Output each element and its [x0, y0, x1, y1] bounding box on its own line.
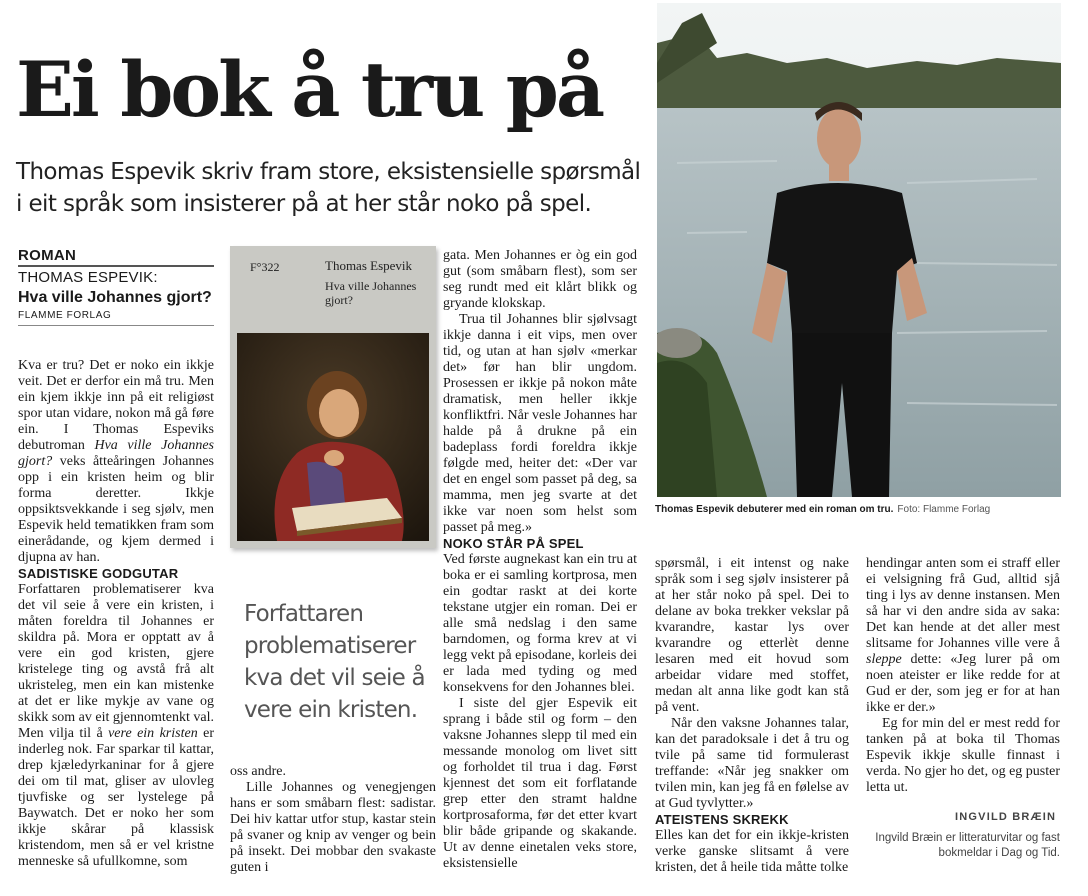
subheading: SADISTISKE GODGUTAR — [18, 566, 179, 581]
ingress: Thomas Espevik skriv fram store, eksistensielle spørsmål i eit språk som insisterer på at her står noko på spel. — [16, 159, 641, 217]
pull-quote: Forfattaren problematiserer kva det vil seie å vere ein kristen. — [244, 601, 425, 723]
book-cover — [230, 246, 436, 548]
paragraph: oss andre. — [230, 764, 286, 779]
fact-publisher: FLAMME FORLAG — [18, 310, 214, 326]
body-column-5 — [866, 556, 1060, 796]
body-column-3 — [443, 248, 637, 872]
book-cover-author: Thomas Espevik — [325, 258, 413, 273]
body-column-2 — [230, 764, 436, 876]
caption-text: Thomas Espevik debuterer med ein roman om tru. — [655, 504, 894, 515]
subheading: NOKO STÅR PÅ SPEL — [443, 536, 584, 551]
subheading: ATEISTENS SKREKK — [655, 812, 789, 827]
author-photo — [657, 3, 1061, 497]
headline: Ei bok å tru på — [16, 45, 603, 134]
paragraph: Ved første augnekast kan ein tru at boka er ei samling kortprosa, men ein godtar raskt at dei korte tekstane utgjer ein roman. Dei er alle små nedslag i den same barndomen, og forma krev at vi legg vekt på episodane, korleis dei er lada med tyding og med konsekvens for den Johannes blei. — [443, 552, 637, 695]
body-column-1 — [18, 358, 214, 870]
paragraph: Trua til Johannes blir sjølvsagt ikkje danna i eit vips, men over tid, og utan at han sjølv «merkar det» før han blir ungdom. Prosessen er ikkje på nokon måte dramatisk, men heller ikkje konfliktfri. Når vesle Johannes har halde på å drukne på ein badeplass fordi foreldra ikkje følgde med, heiter det: «Der var det en engel som passet på deg, sa mamma, men jeg svarte at det ikke var noen som helst som passet på meg.» — [443, 312, 637, 535]
photo-caption — [655, 504, 990, 515]
paragraph: I siste del gjer Espevik eit sprang i både stil og form – den vaksne Johannes slepp til med ein messande monolog om livet sitt og forholdet til trua i dag. Først kjennest det som eit forflatande grep etter den stramt haldne kortprosaforma, før det etter kvart blir både gripande og skakande. Ut av denne einetalen veks store, eksistensielle — [443, 696, 637, 871]
book-cover-title: Hva ville Johannes gjort? — [325, 279, 417, 307]
paragraph: Kva er tru? Det er noko ein ikkje veit. Det er derfor ein må tru. Men ein kjem ikkje inn på eit religiøst spor utan vidare, nokon må gå føre ein. I Thomas Espeviks debutroman Hva ville Johannes gjort? veks åtteåringen Johannes opp i ein kristen heim og blir forma deretter. Ikkje oppsiktsvekkande i seg sjølv, men Espevik held tematikken fram som einerådande, og kjem dermed i djupna av han. — [18, 358, 214, 565]
paragraph: Forfattaren problematiserer kva det vil seie å vere ein kristen, i måten foreldra til Johannes er skildra på. Mora er opptatt av å vere ein god kristen, gjere kristelege ting og avstå frå alt ukristeleg, men ein kan mistenke at det er like mykje av vane og skikk som av eit gjennomtenkt val. Men vilja til å vere ein kristen er inderleg nok. Far sparkar til kattar, drep kjæledyrkaninar for å gjere dei om til mat, gliser av ulovleg tjuvfiske og ser lystelege på Baywatch. Det er noko her som ikkje skårar på klassisk kristendom, men så er vel kristne menneske så ufullkomne, som — [18, 582, 214, 869]
body-column-4 — [655, 556, 849, 876]
reviewer-bio: Ingvild Bræin er litteraturvitar og fast bokmeldar i Dag og Tid. — [875, 832, 1060, 859]
fact-genre-label: ROMAN — [18, 247, 214, 267]
fact-box — [18, 247, 214, 326]
paragraph: Lille Johannes og venegjengen hans er som småbarn flest: sadistar. Dei hiv kattar utfor stup, kastar stein på svaner og knip av venger og bein på insekt. Dei mobbar den svakaste guten i — [230, 780, 436, 875]
paragraph: Eg for min del er mest redd for tanken på at boka til Thomas Espevik ikkje skulle finnast i verda. No gjer ho det, og eg puster letta ut. — [866, 716, 1060, 795]
photo-credit: Foto: Flamme Forlag — [897, 504, 991, 515]
book-series-number: F°322 — [250, 260, 280, 274]
fact-book-title: Hva ville Johannes gjort? — [18, 289, 212, 306]
paragraph: gata. Men Johannes er òg ein god gut (som småbarn flest), som ser seg rundt med eit klårt blikk og gryande klokskap. — [443, 248, 637, 311]
painting-image — [237, 333, 429, 541]
paragraph: Elles kan det for ein ikkje-kristen verke ganske slitsamt å vere kristen, det å heile tida måtte tolke — [655, 828, 849, 875]
paragraph: spørsmål, i eit intenst og nake språk som i seg sjølv insisterer på at her står noko på spel. Dei to delane av boka trekker vekslar på kvarandre, kastar lys over kvarandre og etterlèt denne lesaren med eit hovud som arbeidar vidare med stoffet, medan alt anna like godt kan stå på vent. — [655, 556, 849, 715]
paragraph: Når den vaksne Johannes talar, kan det paradoksale i det å tru og tvile på same tid formulerast treffande: «Når jeg snakker om tvilen min, kan jeg få en følelse av at Gud tyvlytter.» — [655, 716, 849, 811]
paragraph: hendingar anten som ei straff eller ei velsigning frå Gud, alltid sjå ting i lys av denne instansen. Men så har vi den andre sida av saka: Det kan hende at det aller mest slitsame for Johannes ville vere å sleppe dette: «Jeg lurer på om noen ateister er like redde for at Gud er der, som jeg er for at han ikke er der.» — [866, 556, 1060, 715]
reviewer-signature: INGVILD BRÆIN — [955, 811, 1057, 823]
fact-author: THOMAS ESPEVIK: — [18, 269, 158, 286]
